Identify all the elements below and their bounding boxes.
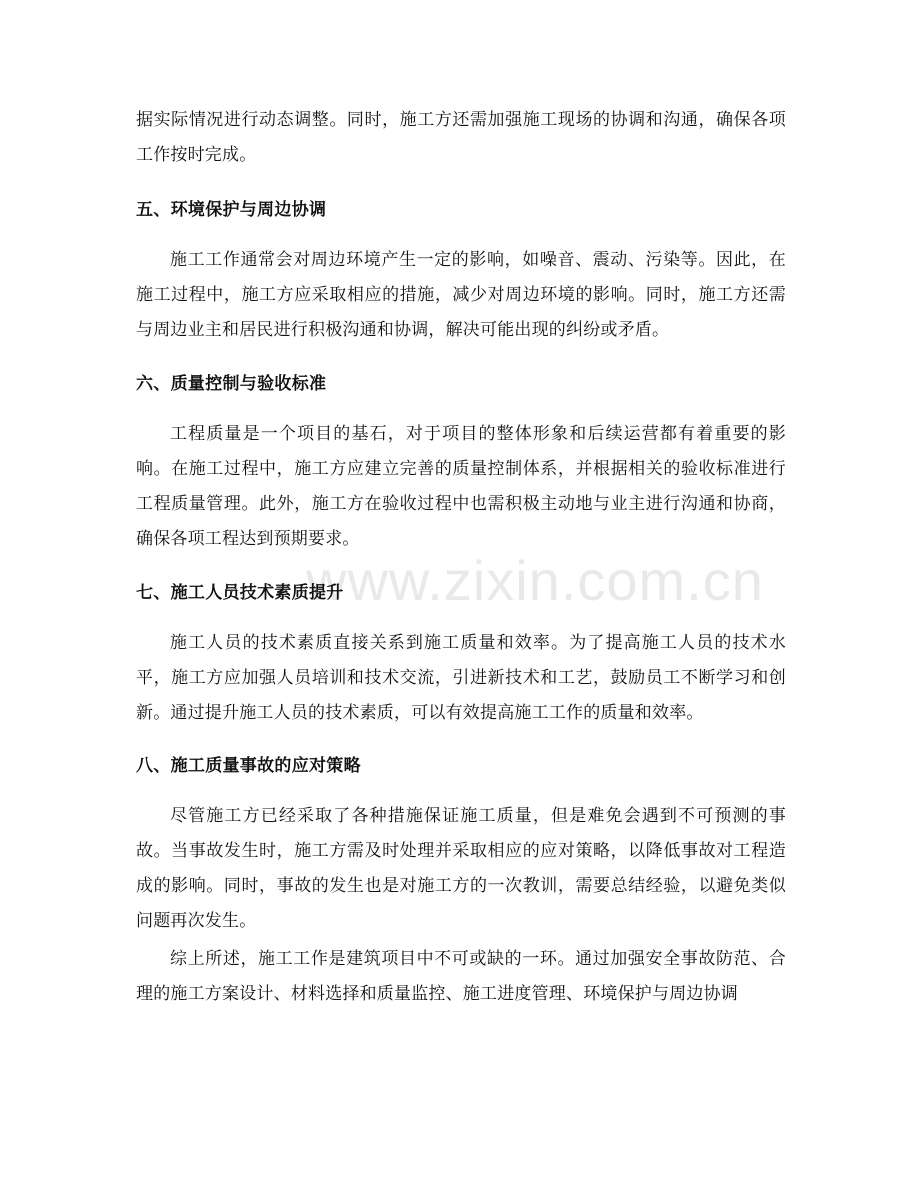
section-8-body: 尽管施工方已经采取了各种措施保证施工质量，但是难免会遇到不可预测的事故。当事故发生时，施工方需及时处理并采取相应的应对策略，以降低事故对工程造成的影响。同时，事故的发生也是对施工方的一次教训，需要总结经验，以避免类似问题再次发生。	[136, 806, 786, 931]
section-8-heading: 八、施工质量事故的应对策略	[136, 756, 361, 776]
watermark: www.zixin.com.cn	[306, 549, 764, 612]
section-6-heading: 六、质量控制与验收标准	[136, 374, 327, 394]
section-6-body: 工程质量是一个项目的基石，对于项目的整体形象和后续运营都有着重要的影响。在施工过程中，施工方应建立完善的质量控制体系，并根据相关的验收标准进行工程质量管理。此外，施工方在验收过程中也需积极主动地与业主进行沟通和协商，确保各项工程达到预期要求。	[136, 424, 786, 549]
section-5-heading: 五、环境保护与周边协调	[136, 200, 327, 220]
section-7-body: 施工人员的技术素质直接关系到施工质量和效率。为了提高施工人员的技术水平，施工方应加强人员培训和技术交流，引进新技术和工艺，鼓励员工不断学习和创新。通过提升施工人员的技术素质，可以有效提高施工工作的质量和效率。	[136, 633, 786, 723]
section-5-body: 施工工作通常会对周边环境产生一定的影响，如噪音、震动、污染等。因此，在施工过程中，施工方应采取相应的措施，减少对周边环境的影响。同时，施工方还需与周边业主和居民进行积极沟通和协调，解决可能出现的纠纷或矛盾。	[136, 250, 786, 340]
paragraph-continued: 据实际情况进行动态调整。同时，施工方还需加强施工现场的协调和沟通，确保各项工作按时完成。	[136, 110, 786, 165]
conclusion-paragraph: 综上所述，施工工作是建筑项目中不可或缺的一环。通过加强安全事故防范、合理的施工方案设计、材料选择和质量监控、施工进度管理、环境保护与周边协调	[136, 949, 786, 1004]
section-7-heading: 七、施工人员技术素质提升	[136, 583, 344, 603]
